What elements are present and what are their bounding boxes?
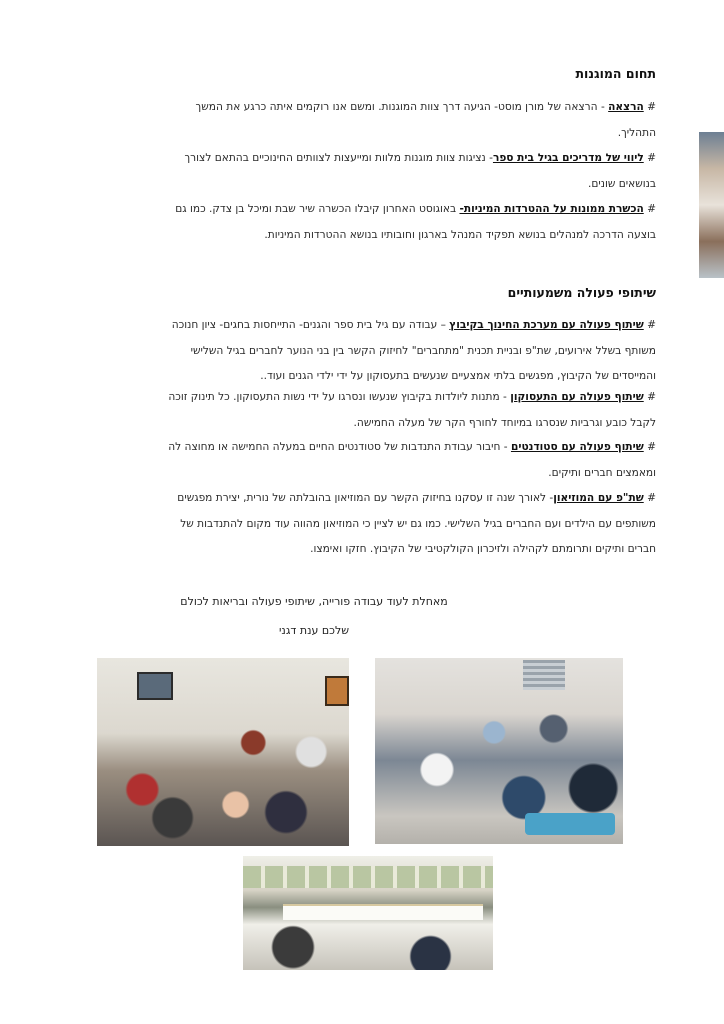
line-text: – עבודה עם גיל בית ספר והגנים- התייחסות בחגים- ציון חנוכה xyxy=(171,319,446,331)
paragraph-line xyxy=(46,197,656,223)
paragraph-line xyxy=(66,146,656,172)
line-text: - נציגות צוות מוגנות מלוות ומייעצות לצוותים החינוכיים בהתאם לצורך xyxy=(184,152,493,164)
event-photo-living-room xyxy=(97,658,349,846)
paragraph-line: ומאמצים חברים ותיקים. xyxy=(548,466,656,479)
paragraph-line xyxy=(86,95,656,121)
hash-mark: # xyxy=(647,101,656,113)
item-tag: שיתוף פעולה עם מערכת החינוך בקיבוץ xyxy=(449,319,644,331)
table xyxy=(525,813,615,835)
paragraph-guides xyxy=(66,146,656,197)
hash-mark: # xyxy=(647,492,656,504)
item-tag: הכשרת ממונות על ההטרדות המיניות- xyxy=(459,203,644,215)
hash-mark: # xyxy=(647,152,656,164)
section-title-protection: תחום המוגנות xyxy=(575,66,656,81)
line-text: - חיבור עבודת התנדבות של סטודנטים החיים במעלה החמישה או מחוצה לה xyxy=(168,441,508,453)
paragraph-line: בוצעה הדרכה למנהלים בנושא תפקיד המנהל בארגון וחובותיו בנושא ההטרדות המיניות. xyxy=(264,228,656,241)
hash-mark: # xyxy=(647,391,656,403)
closing-signature: שלכם ענת דגני xyxy=(278,624,350,637)
item-tag: ליווי של מדריכים בגיל בית ספר xyxy=(492,152,644,164)
paragraph-taasukon xyxy=(44,385,656,436)
paragraph-line: לקבל כובע וגרביות שנסרגו במיוחד לחורף הקר של מעלה החמישה. xyxy=(353,416,656,429)
event-photo-dining-hall xyxy=(375,658,623,844)
hash-mark: # xyxy=(647,203,656,215)
item-tag: הרצאה xyxy=(608,101,644,113)
paragraph-education-system xyxy=(44,313,656,390)
section-title-partnerships: שיתופי פעולה משמעותיים xyxy=(507,285,656,300)
paragraph-line xyxy=(26,486,656,512)
line-text: - מתנות ליולדות בקיבוץ שנעשו ונסרגו על ידי נשות התעסוקון. כל תינוק זוכה xyxy=(168,391,507,403)
window-blinds xyxy=(523,660,565,690)
paragraph-line: והמייסדים של הקיבוץ, מפגשים בלתי אמצעיים שנעשים בתעסוקון על ידי ילדי הגנים ועוד.. xyxy=(260,370,656,382)
paragraph-line: בנושאים שונים. xyxy=(587,177,656,190)
hash-mark: # xyxy=(647,441,656,453)
edge-photo xyxy=(699,132,724,278)
paragraph-line xyxy=(44,313,656,339)
paragraph-museum xyxy=(26,486,656,563)
item-tag: שת"פ עם המוזיאון xyxy=(553,492,644,504)
hash-mark: # xyxy=(647,319,656,331)
item-tag: שיתוף פעולה עם התעסוקון xyxy=(510,391,644,403)
paragraph-line: חברים ותיקים ותרומתם לקהילה ולזיכרון הקולקטיבי של הקיבוץ. חזקו ואימצו. xyxy=(310,543,656,555)
paragraph-line xyxy=(44,435,656,461)
paragraph-line: התהליך. xyxy=(617,126,656,139)
line-text: - לאורך שנה זו עסקנו בחיזוק הקשר עם המוזיאון בהובלתה של נורית, יצירת מפגשים xyxy=(177,492,554,504)
paragraph-harassment-training xyxy=(46,197,656,248)
paragraph-line: משותפים עם הילדים ועם החברים בגיל השלישי. כמו גם יש לציין כי המוזיאון מהווה עוד מקום להתנדבות של xyxy=(180,517,656,530)
paragraph-line xyxy=(44,385,656,411)
item-tag: שיתוף פעולה עם סטודנטים xyxy=(510,441,644,453)
windows xyxy=(243,866,493,888)
paragraph-students xyxy=(44,435,656,486)
tables xyxy=(283,904,483,920)
paragraph-line: משותף בשלל אירועים, שת"פ ובניית תכנית "מתחברים" לחיזוק הקשר בין בני הנוער לחברים בגיל השלישי xyxy=(190,344,656,357)
wall-painting xyxy=(137,672,173,700)
paragraph-lecture xyxy=(86,95,656,146)
wall-painting xyxy=(325,676,349,706)
line-text: באוגוסט האחרון קיבלו הכשרה שיר שבת ומיכל בן צדק. כמו גם xyxy=(175,203,457,215)
line-text: - הרצאה של מורן מוסט- הגיעה דרך צוות המוגנות. ומשם אנו רוקמים איתה כרגע את המשך xyxy=(195,101,605,113)
event-photo-long-tables xyxy=(243,856,493,970)
closing-wish: מאחלת לעוד עבודה פורייה, שיתופי פעולה ובריאות לכולם xyxy=(180,595,448,608)
